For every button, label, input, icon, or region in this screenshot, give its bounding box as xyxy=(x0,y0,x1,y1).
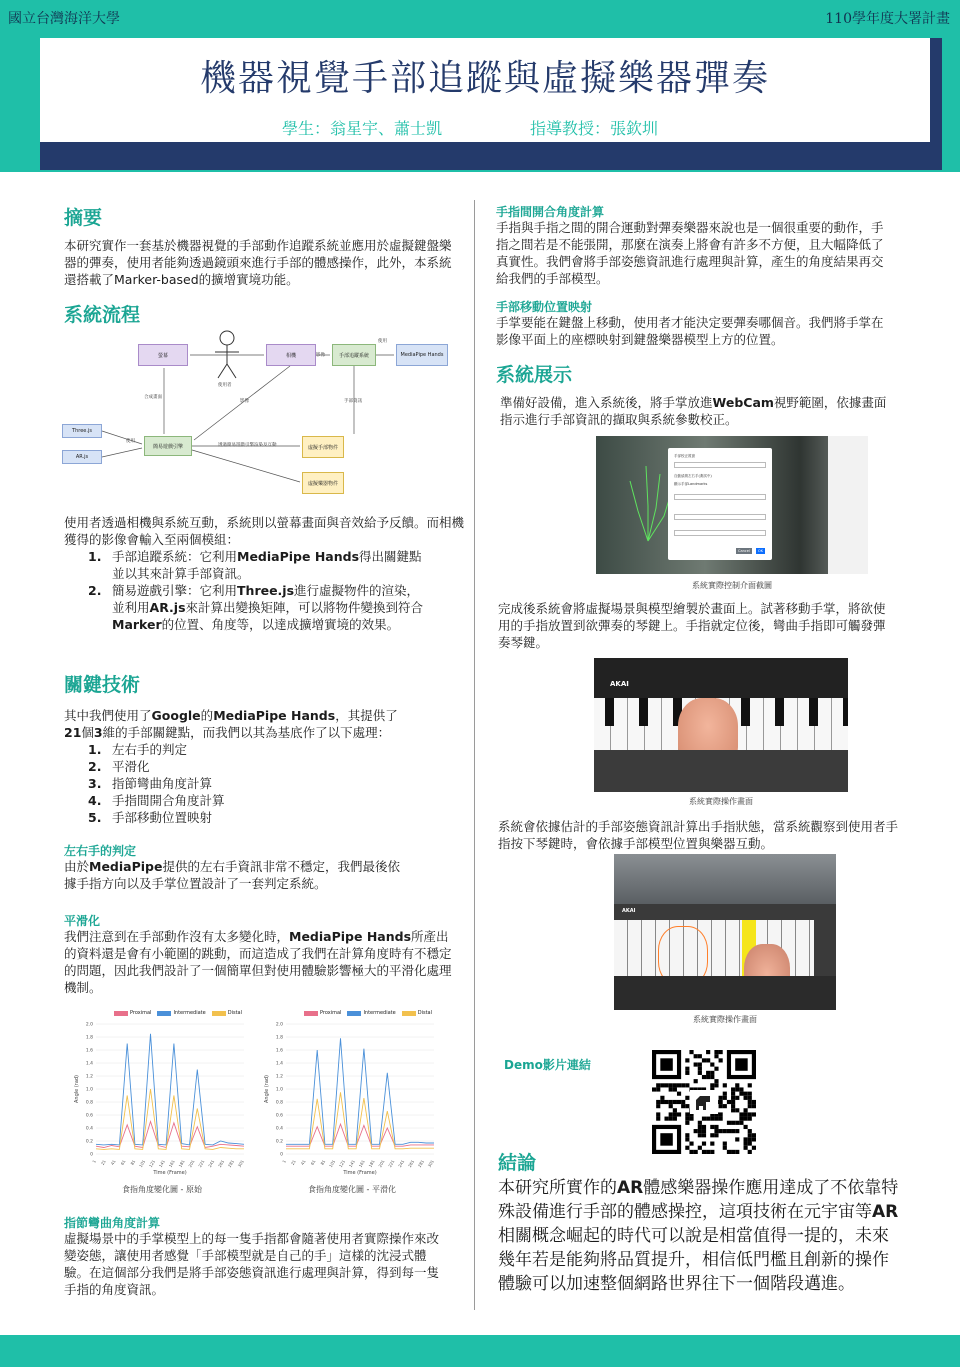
key-tech-heading: 關鍵技術 xyxy=(64,674,141,696)
legend-item: Proximal xyxy=(114,1010,151,1016)
list-item: 2. 簡易遊戲引擎：它利用Three.js進行虛擬物件的渲染， xyxy=(88,583,420,598)
list-item: 並以其來計算手部資訊。 xyxy=(112,566,250,581)
x-tick-label: 1 xyxy=(91,1159,97,1164)
list-item: 5. 手部移動位置映射 xyxy=(88,810,213,825)
x-tick-label: 301 xyxy=(236,1159,245,1169)
flow-via-label: 透過簡易遊戲引擎渲染及互動 xyxy=(218,443,277,448)
list-item: 3. 指節彎曲角度計算 xyxy=(88,776,213,791)
flow-use-label: 使用 xyxy=(378,339,387,344)
legend-item: Intermediate xyxy=(157,1010,205,1016)
key-tech-intro: 其中我們使用了Google的MediaPipe Hands，其提供了 21個3維的手部關鍵點，而我們以其為基底作了以下處理： xyxy=(64,708,398,740)
chart-plot xyxy=(72,1018,252,1178)
y-tick-label: 0.6 xyxy=(275,1113,283,1119)
x-tick-label: 101 xyxy=(138,1159,147,1169)
conclusion-text: 本研究所實作的AR體感樂器操作應用達成了不依靠特殊設備進行手部的體感操控，這項技術在元宇宙等AR相關概念崛起的時代可以說是相當值得一提的，未來幾年若是能夠將品質提升，相信低門檻且創新的操作體驗可以加速整個網路世界往下一個階段邁進。 xyxy=(498,1178,899,1294)
x-tick-label: 261 xyxy=(406,1159,416,1169)
x-tick-label: 81 xyxy=(129,1159,137,1166)
flow-image-label: 影像 xyxy=(316,353,325,358)
flow-synth-label: 合成畫面 xyxy=(144,395,162,400)
demo-heading: 系統展示 xyxy=(496,364,573,386)
list-item: Marker的位置、角度等，以達成擴增實境的效果。 xyxy=(112,617,400,632)
x-tick-label: 141 xyxy=(347,1159,356,1169)
flow-engine-box: 簡易遊戲引擎 xyxy=(144,436,192,456)
piano-screenshot-2 xyxy=(614,854,836,1010)
x-tick-label: 161 xyxy=(167,1159,176,1169)
y-tick-label: 1.4 xyxy=(85,1061,93,1067)
y-tick-label: 1.2 xyxy=(275,1074,283,1080)
flow-use2-label: 使用 xyxy=(126,439,135,444)
x-tick-label: 121 xyxy=(147,1159,157,1169)
spread-text: 手指與手指之間的開合運動對彈奏樂器來說也是一個很重要的動作，手指之間若是不能張開，那麼在演奏上將會有許多不方便，且大幅降低了真實性。我們會將手部姿態資訊進行處理與計算，產生的角度結果再交給我們的手部模型。 xyxy=(496,220,884,286)
x-tick-label: 221 xyxy=(197,1159,206,1169)
flow-mediapipe-box: MediaPipe Hands xyxy=(396,344,448,366)
x-tick-label: 21 xyxy=(289,1159,297,1166)
x-tick-label: 241 xyxy=(207,1159,216,1169)
x-tick-label: 81 xyxy=(319,1159,327,1166)
chart-legend xyxy=(114,1010,242,1016)
y-axis-label: Angle (rad) xyxy=(264,1074,270,1104)
y-tick-label: 1.0 xyxy=(275,1087,283,1093)
x-tick-label: 101 xyxy=(328,1159,337,1169)
y-tick-label: 1.6 xyxy=(85,1048,93,1054)
flow-arrows xyxy=(60,328,460,503)
smooth-heading: 平滑化 xyxy=(64,914,101,928)
dialog-slider-row[interactable] xyxy=(674,494,766,500)
y-tick-label: 0 xyxy=(90,1152,93,1158)
flow-screen-box: 螢幕 xyxy=(138,344,188,366)
x-tick-label: 161 xyxy=(357,1159,366,1169)
abstract-text: 本研究實作一套基於機器視覺的手部動作追蹤系統並應用於虛擬鍵盤樂器的彈奏，使用者能夠透過鏡頭來進行手部的體感操作，此外，本系統還搭載了Marker-based的擴增實境功能。 xyxy=(64,238,452,287)
flow-intro-text: 使用者透過相機與系統互動，系統則以螢幕畫面與音效給予反饋。而相機獲得的影像會輸入至兩個模組： xyxy=(64,515,465,547)
mapping-heading: 手部移動位置映射 xyxy=(496,300,593,314)
piano-screenshot-1 xyxy=(594,658,848,792)
dialog-cancel-button[interactable]: Cancel xyxy=(738,549,750,553)
list-item: 1. 手部追蹤系統：它利用MediaPipe Hands得出關鍵點 xyxy=(88,549,422,564)
smooth-text: 我們注意到在手部動作沒有太多變化時，MediaPipe Hands所產出的資料還是會有小範圍的跳動，而這造成了我們在計算角度時有不穩定的問題，因此我們設計了一個簡單但對使用體驗影響極大的平滑化處理機制。 xyxy=(64,929,452,995)
x-tick-label: 181 xyxy=(177,1159,186,1169)
flow-user-label: 使用者 xyxy=(218,383,232,388)
conclusion-heading: 結論 xyxy=(498,1152,537,1174)
y-tick-label: 0.2 xyxy=(275,1139,283,1145)
chart-caption: 食指角度變化圖 - 平滑化 xyxy=(308,1185,396,1194)
footer-band xyxy=(0,1335,960,1367)
y-tick-label: 0.4 xyxy=(85,1126,93,1132)
x-tick-label: 261 xyxy=(216,1159,226,1169)
chart-legend xyxy=(304,1010,432,1016)
calibration-dialog xyxy=(668,448,772,560)
x-tick-label: 281 xyxy=(416,1159,425,1169)
demo-text-1: 準備好設備，進入系統後，將手掌放進WebCam視野範圍，依據畫面指示進行手部資訊的擷取與系統參數校正。 xyxy=(500,395,887,427)
x-axis-label: Time (Frame) xyxy=(343,1170,377,1176)
students: 學生：翁星宇、蕭士凱 xyxy=(282,119,443,138)
y-tick-label: 1.8 xyxy=(275,1035,283,1041)
y-tick-label: 2.0 xyxy=(275,1022,283,1028)
x-tick-label: 201 xyxy=(187,1159,196,1169)
y-tick-label: 0.6 xyxy=(85,1113,93,1119)
x-tick-label: 1 xyxy=(281,1159,287,1164)
demo-text-2: 完成後系統會將虛擬場景與模型繪製於畫面上。試著移動手掌，將欲使用的手指放置到欲彈奏的琴鍵上。手指就定位後，彎曲手指即可觸發彈奏琴鍵。 xyxy=(498,601,886,650)
x-axis-label: Time (Frame) xyxy=(153,1170,187,1176)
list-item: 4. 手指間開合角度計算 xyxy=(88,793,225,808)
lr-text: 由於MediaPipe提供的左右手資訊非常不穩定，我們最後依 據手指方向以及手掌位置設計了一套判定系統。 xyxy=(64,859,400,891)
flow-handinfo-label: 手部資訊 xyxy=(344,399,362,404)
flow-hand-system-box: 手部追蹤系統 xyxy=(332,344,376,366)
y-tick-label: 0.8 xyxy=(275,1100,283,1106)
dialog-slider-row[interactable] xyxy=(674,514,766,520)
y-tick-label: 0.2 xyxy=(85,1139,93,1145)
control-ui-screenshot xyxy=(596,436,868,574)
legend-item: Distal xyxy=(402,1010,432,1016)
series-line-intermediate xyxy=(286,1038,434,1144)
flow-threejs-box: Three.js xyxy=(62,424,102,438)
x-tick-label: 61 xyxy=(309,1159,317,1166)
program-name: 110學年度大署計畫 xyxy=(825,11,950,27)
abstract-heading: 摘要 xyxy=(64,207,103,229)
series-line-proximal xyxy=(286,1124,434,1146)
flow-camera-box: 相機 xyxy=(266,344,316,366)
caption-control-ui: 系統實際控制介面截圖 xyxy=(692,581,772,590)
caption-operation-1: 系統實際操作畫面 xyxy=(689,797,753,806)
x-tick-label: 241 xyxy=(397,1159,406,1169)
y-tick-label: 1.2 xyxy=(85,1074,93,1080)
qr-code-icon[interactable] xyxy=(652,1050,756,1154)
x-tick-label: 121 xyxy=(337,1159,347,1169)
mapping-text: 手掌要能在鍵盤上移動，使用者才能決定要彈奏哪個音。我們將手掌在影像平面上的座標映射到鍵盤樂器模型上方的位置。 xyxy=(496,315,884,347)
advisor: 指導教授：張欽圳 xyxy=(530,119,659,138)
x-tick-label: 181 xyxy=(367,1159,376,1169)
brand-logo: AKAI xyxy=(622,908,636,914)
legend-item: Proximal xyxy=(304,1010,341,1016)
flow-heading: 系統流程 xyxy=(64,304,141,326)
x-tick-label: 201 xyxy=(377,1159,386,1169)
list-item: 並利用AR.js來計算出變換矩陣，可以將物件變換到符合 xyxy=(112,600,424,615)
university-name: 國立台灣海洋大學 xyxy=(8,11,120,27)
page-title: 機器視覺手部追蹤與虛擬樂器彈奏 xyxy=(199,58,770,99)
x-tick-label: 41 xyxy=(299,1159,307,1166)
legend-item: Intermediate xyxy=(347,1010,395,1016)
x-tick-label: 41 xyxy=(109,1159,117,1166)
y-tick-label: 0.4 xyxy=(275,1126,283,1132)
brand-logo: AKAI xyxy=(610,680,629,688)
flow-arjs-box: AR.js xyxy=(62,450,102,464)
demo-video-link-label[interactable]: Demo影片連結 xyxy=(504,1058,591,1072)
y-tick-label: 0.8 xyxy=(85,1100,93,1106)
y-tick-label: 1.0 xyxy=(85,1087,93,1093)
x-tick-label: 141 xyxy=(157,1159,166,1169)
flow-image2-label: 影像 xyxy=(240,399,249,404)
y-tick-label: 2.0 xyxy=(85,1022,93,1028)
system-flow-diagram xyxy=(60,328,460,503)
key-tech-list xyxy=(88,741,388,826)
dialog-title: 手部校正視窗 xyxy=(674,454,695,458)
x-tick-label: 221 xyxy=(387,1159,396,1169)
x-tick-label: 21 xyxy=(99,1159,107,1166)
chart-smoothed xyxy=(262,1010,442,1195)
dialog-option-landmarks[interactable]: 顯示手部Landmarks xyxy=(674,482,708,486)
y-axis-label: Angle (rad) xyxy=(74,1074,80,1104)
dialog-select[interactable] xyxy=(674,462,766,468)
column-divider xyxy=(474,200,475,1310)
flow-instrument-object-box: 虛擬樂器物件 xyxy=(302,472,344,494)
chart-raw xyxy=(72,1010,252,1195)
dialog-ok-button[interactable]: OK xyxy=(758,549,764,553)
y-tick-label: 1.8 xyxy=(85,1035,93,1041)
legend-item: Distal xyxy=(212,1010,242,1016)
x-tick-label: 61 xyxy=(119,1159,127,1166)
list-item: 1. 左右手的判定 xyxy=(88,742,188,757)
demo-text-3: 系統會依據估計的手部姿態資訊計算出手指狀態，當系統觀察到使用者手指按下琴鍵時，會依據手部模型位置與樂器互動。 xyxy=(498,819,899,851)
spread-heading: 手指間開合角度計算 xyxy=(496,205,605,219)
caption-operation-2: 系統實際操作畫面 xyxy=(693,1015,757,1024)
lr-heading: 左右手的判定 xyxy=(64,844,137,858)
y-tick-label: 1.4 xyxy=(275,1061,283,1067)
chart-plot xyxy=(262,1018,442,1178)
x-tick-label: 301 xyxy=(426,1159,435,1169)
bend-heading: 指節彎曲角度計算 xyxy=(64,1216,161,1230)
y-tick-label: 0 xyxy=(280,1152,283,1158)
flow-hand-object-box: 虛擬手部物件 xyxy=(302,436,344,458)
flow-module-list xyxy=(88,548,464,633)
y-tick-label: 1.6 xyxy=(275,1048,283,1054)
x-tick-label: 281 xyxy=(226,1159,235,1169)
list-item: 2. 平滑化 xyxy=(88,759,150,774)
bend-text: 虛擬場景中的手掌模型上的每一隻手指都會隨著使用者實際操作來改變姿態，讓使用者感覺「手部模型就是自己的手」這樣的沈浸式體驗。在這個部分我們是將手部姿態資訊進行處理與計算，得到每一隻手指的角度資訊。 xyxy=(64,1231,440,1297)
dialog-option-autodetect[interactable]: 自動偵測左右手(測試中) xyxy=(674,474,712,478)
chart-caption: 食指角度變化圖 - 原始 xyxy=(122,1185,202,1194)
dialog-slider-row[interactable] xyxy=(674,530,766,536)
